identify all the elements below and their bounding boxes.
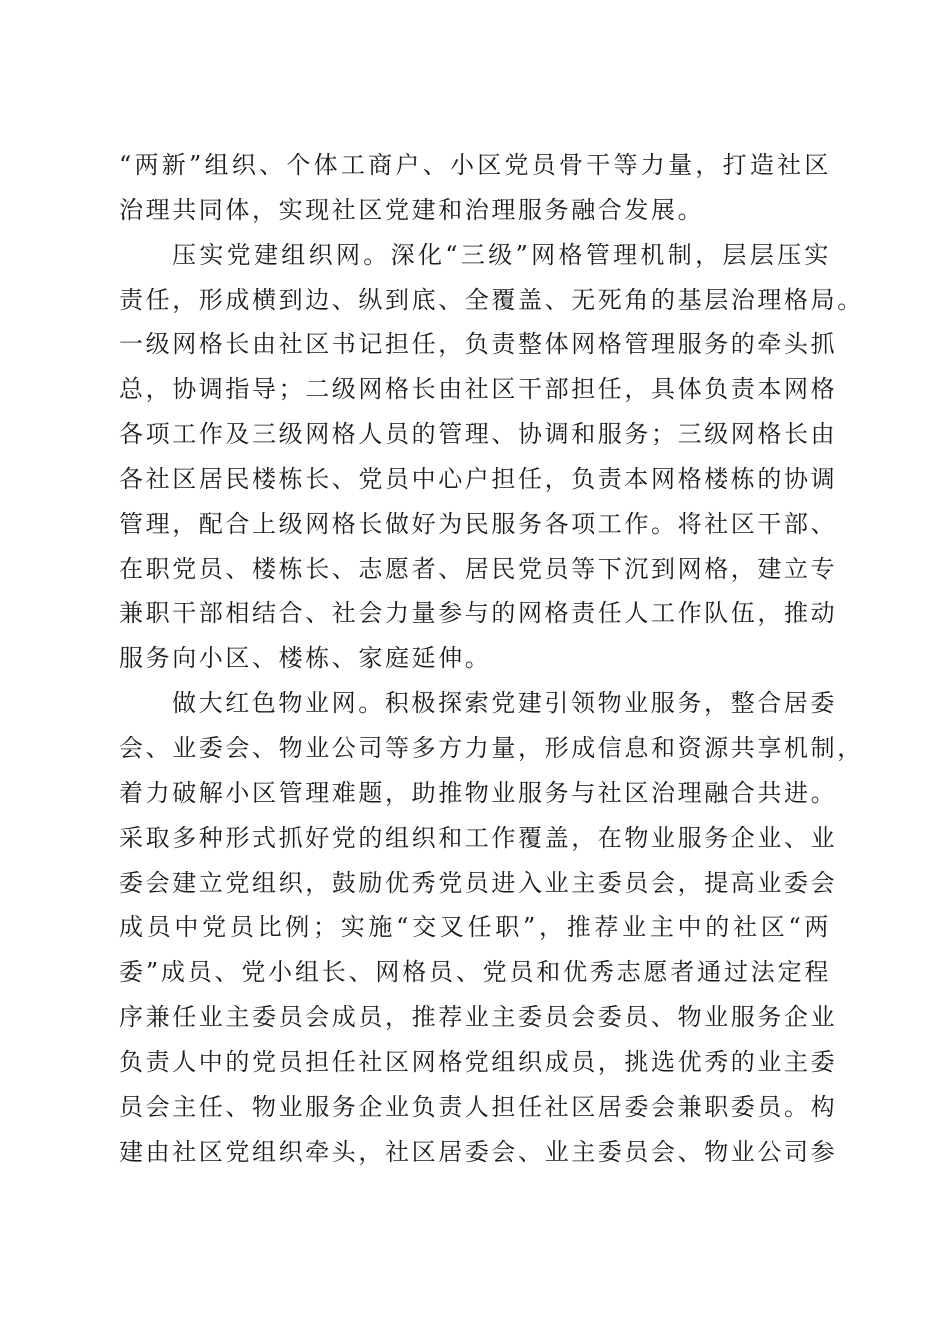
text-line: 治理共同体，实现社区党建和治理服务融合发展。 <box>119 195 705 224</box>
text-line: 委会建立党组织，鼓励优秀党员进入业主委员会，提高业委会 <box>119 868 838 897</box>
text-line: 一级网格长由社区书记担任，负责整体网格管理服务的牵头抓 <box>119 330 838 359</box>
text-line: 压实党建组织网。深化“三级”网格管理机制，层层压实 <box>172 240 831 269</box>
paragraph-1 <box>119 143 831 233</box>
text-line: 成员中党员比例；实施“交叉任职”，推荐业主中的社区“两 <box>119 913 831 942</box>
text-line: 员会主任、物业服务企业负责人担任社区居委会兼职委员。构 <box>119 1092 838 1121</box>
text-line: 总，协调指导；二级网格长由社区干部担任，具体负责本网格 <box>119 375 838 404</box>
text-line: 序兼任业主委员会成员，推荐业主委员会委员、物业服务企业 <box>119 1003 838 1032</box>
text-line: 各项工作及三级网格人员的管理、协调和服务；三级网格长由 <box>119 420 838 449</box>
text-line: 采取多种形式抓好党的组织和工作覆盖，在物业服务企业、业 <box>119 823 838 852</box>
text-line: “两新”组织、个体工商户、小区党员骨干等力量，打造社区 <box>119 151 831 179</box>
paragraph-3 <box>119 681 864 1174</box>
body-text <box>119 143 864 1174</box>
text-line: 着力破解小区管理难题，助推物业服务与社区治理融合共进。 <box>119 778 838 807</box>
text-line: 负责人中的党员担任社区网格党组织成员，挑选优秀的业主委 <box>119 1047 838 1076</box>
text-line: 做大红色物业网。积极探索党建引领物业服务，整合居委 <box>172 689 837 718</box>
text-line: 管理，配合上级网格长做好为民服务各项工作。将社区干部、 <box>119 509 838 538</box>
text-line: 建由社区党组织牵头，社区居委会、业主委员会、物业公司参 <box>119 1137 838 1166</box>
text-line: 委”成员、党小组长、网格员、党员和优秀志愿者通过法定程 <box>119 958 831 987</box>
text-line: 各社区居民楼栋长、党员中心户担任，负责本网格楼栋的协调 <box>119 464 838 493</box>
text-line: 服务向小区、楼栋、家庭延伸。 <box>119 644 492 673</box>
paragraph-2 <box>119 233 864 681</box>
text-line: 会、业委会、物业公司等多方力量，形成信息和资源共享机制， <box>119 733 864 762</box>
text-line: 在职党员、楼栋长、志愿者、居民党员等下沉到网格，建立专 <box>119 554 838 583</box>
text-line: 兼职干部相结合、社会力量参与的网格责任人工作队伍，推动 <box>119 599 838 628</box>
text-line: 责任，形成横到边、纵到底、全覆盖、无死角的基层治理格局。 <box>119 285 864 314</box>
